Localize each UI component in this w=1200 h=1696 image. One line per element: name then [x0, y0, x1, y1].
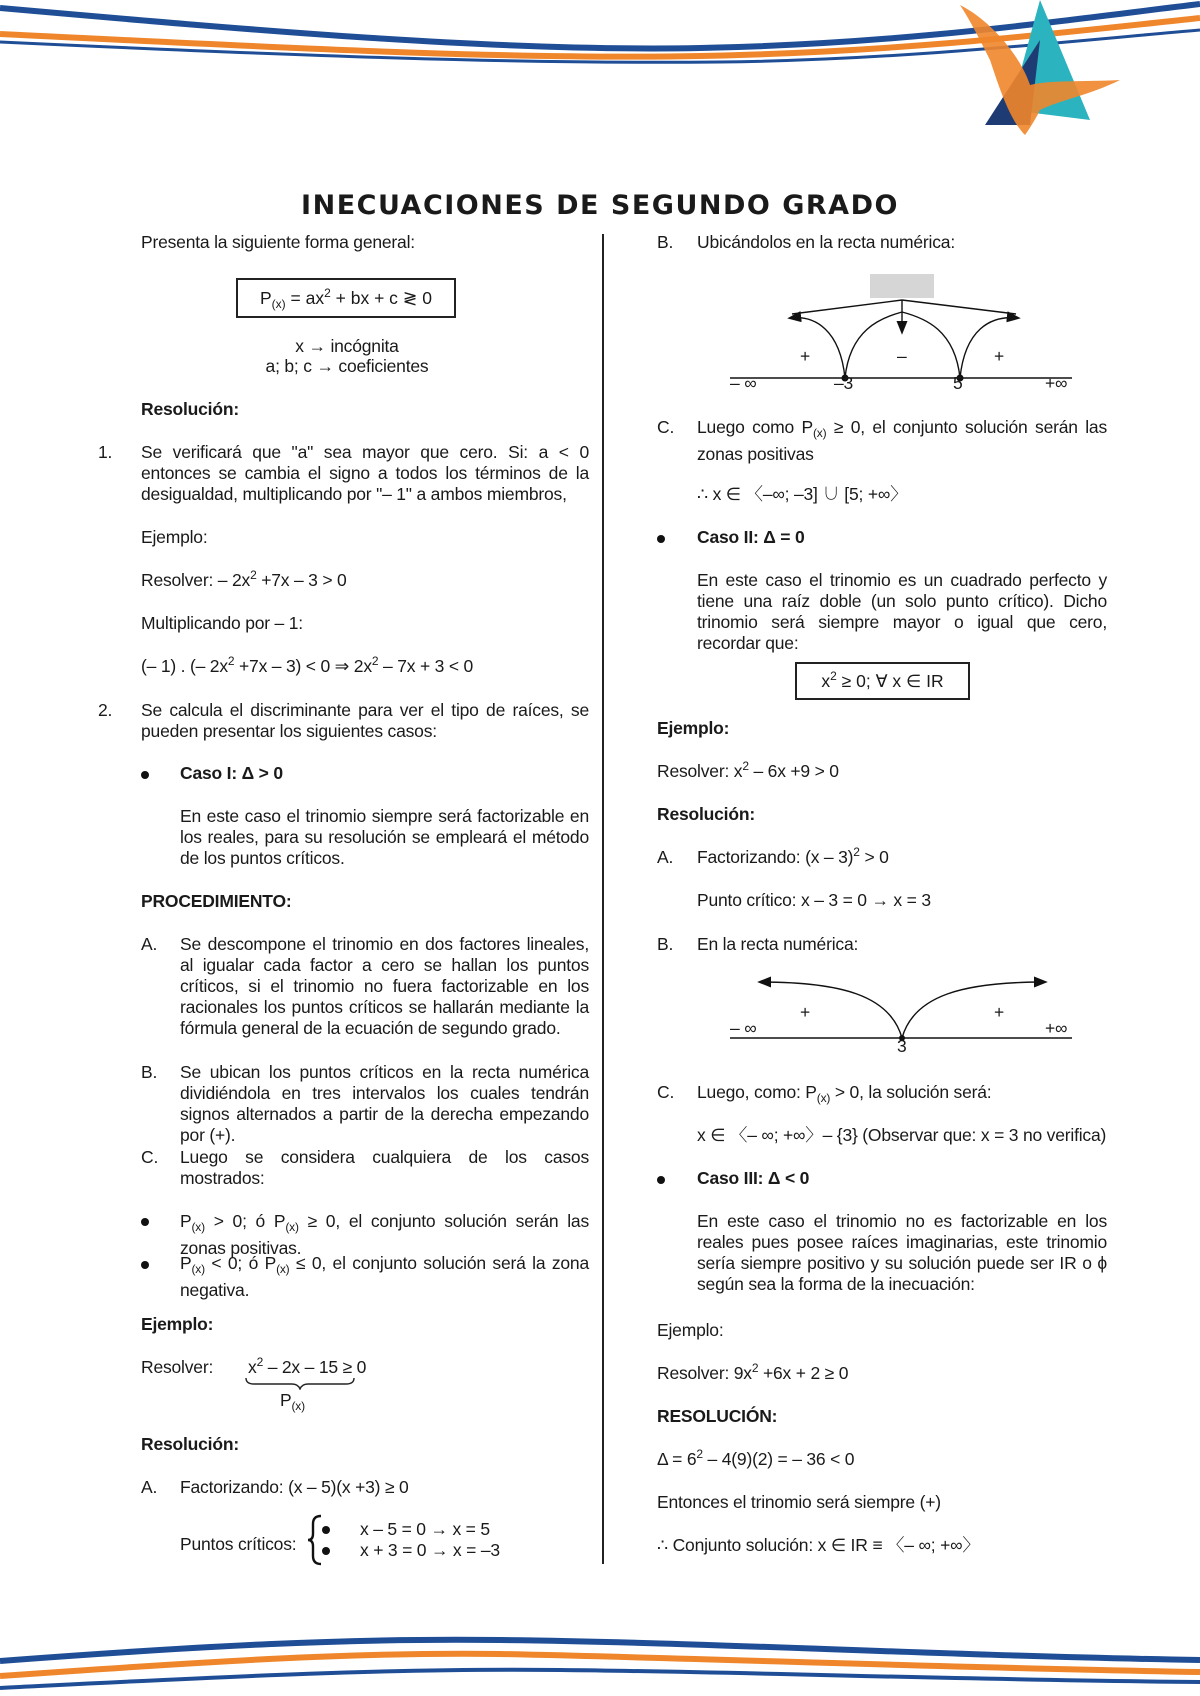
sign-left: + [800, 1002, 811, 1022]
logo-icon [960, 0, 1120, 135]
bullet-dot [141, 1261, 149, 1269]
column-divider [602, 234, 604, 1564]
sign-zone-1: + [800, 346, 811, 366]
pointer-right [902, 300, 1016, 314]
right-b-text: Ubicándolos en la recta numérica: [697, 232, 955, 252]
right-c2-label: C. [657, 1082, 675, 1102]
resolver-1: Resolver: – $2x^2 +7x - 3 > 0$ [141, 568, 347, 590]
right-b-label: B. [657, 232, 674, 252]
plus-infinity-2: +∞ [1045, 1018, 1068, 1038]
number-line-double-root [720, 965, 1080, 1045]
right-b2-label: B. [657, 934, 674, 954]
tick-3: 3 [897, 1036, 907, 1056]
footer-decoration [0, 1616, 1200, 1696]
critical-point-3: Punto crítico: x – 3 = 0 → x = 3 [697, 890, 931, 910]
solution-set-3: ∴ Conjunto solución: x ∈ IR ≡ 〈– ∞; +∞〉 [657, 1535, 980, 1555]
multiply-text: Multiplicando por – 1: [141, 613, 303, 633]
resolver-2-expression: $x^2 - 2x - 15 \ge 0$ [248, 1355, 367, 1377]
case-2-heading: Caso II: Δ = 0 [697, 527, 805, 547]
bullet-dot [657, 1176, 665, 1184]
resolver-2-label: Resolver: [141, 1357, 214, 1377]
critical-point-1: x – 5 = 0 → x = 5 [360, 1519, 490, 1539]
right-c-text: Luego como $P_{(x)} \ge 0$, el conjunto solución serán las zonas positivas [697, 417, 1108, 464]
minus-infinity: – ∞ [730, 373, 757, 393]
bullet-dot [322, 1547, 330, 1555]
definition-x: x → incógnita [295, 336, 399, 356]
bullet-dot [322, 1526, 330, 1534]
arc-right [960, 318, 1018, 378]
case-1-text: En este caso el trinomio siempre será factorizable en los reales, para su resolución se empleará el método de los puntos críticos. [180, 806, 589, 868]
step-1-text: Se verificará que "a" sea mayor que cero. Si: a < 0 entonces se cambia el signo a todos los términos de la desigualdad, multiplicando por "– 1" a ambos miembros, [141, 442, 589, 504]
header-decoration [0, 0, 1200, 140]
procedure-heading: PROCEDIMIENTO: [141, 891, 292, 911]
resolution-heading-2: Resolución: [141, 1434, 239, 1454]
step-number-1: 1. [98, 442, 113, 462]
proc-b-text: Se ubican los puntos críticos en la recta numérica dividiéndola en tres intervalos los cuales tendrán signos alternados a partir de la derecha empezando por (+). [180, 1062, 589, 1145]
step-number-2: 2. [98, 700, 113, 720]
critical-point-2: x + 3 = 0 → x = –3 [360, 1540, 500, 1560]
pointer-left [792, 300, 902, 314]
proc-c-label: C. [141, 1147, 159, 1167]
critical-points-label: Puntos críticos: [180, 1534, 297, 1554]
arc-left [760, 982, 902, 1038]
solution-set-2: x ∈ 〈– ∞; +∞〉– {3} (Observar que: x = 3 no verifica) [697, 1125, 1107, 1145]
right-c-label: C. [657, 417, 675, 437]
page-title: INECUACIONES DE SEGUNDO GRADO [301, 190, 899, 221]
general-form-box: $P_{(x)} = ax^2$ + bx + c ≷ 0 [236, 278, 456, 318]
factor-a-label: A. [141, 1477, 158, 1497]
right-resolver: Resolver: $x^2 - 6x +9 > 0$ [657, 759, 839, 781]
bullet-dot [141, 1218, 149, 1226]
proc-c-text: Luego se considera cualquiera de los casos mostrados: [180, 1147, 589, 1188]
factor-a-text: Factorizando: (x – 5)(x +3) ≥ 0 [180, 1477, 409, 1497]
intro-text: Presenta la siguiente forma general: [141, 232, 415, 252]
minus-infinity-2: – ∞ [730, 1018, 757, 1038]
zones-label-bg [870, 274, 934, 298]
plus-infinity: +∞ [1045, 373, 1068, 393]
right-c2-text: Luego, como: $P_{(x)} > 0$, la solución será: [697, 1082, 992, 1105]
right-a-label: A. [657, 847, 674, 867]
right-example-label-3: Ejemplo: [657, 1320, 724, 1340]
right-a-text: Factorizando: (x – 3)$^2$ > 0 [697, 845, 889, 867]
bullet-negative-zone: $P_{(x)} < 0$; ó $P_{(x)} \le 0$, el conjunto solución será la zona negativa. [180, 1253, 589, 1300]
example-label-2: Ejemplo: [141, 1314, 214, 1334]
tick-5: 5 [953, 373, 963, 393]
case-1-heading: Caso I: Δ > 0 [180, 763, 283, 783]
right-resolver-3: Resolver: $9x^2 +6x + 2 \ge 0$ [657, 1361, 849, 1383]
right-resolution-caps: RESOLUCIÓN: [657, 1406, 778, 1426]
bullet-dot [141, 771, 149, 779]
discriminant-calc: $\Delta = 6^2 - 4(9)(2)$ = – 36 < 0 [657, 1447, 855, 1469]
proc-a-text: Se descompone el trinomio en dos factores lineales, al igualar cada factor a cero se hallan los puntos críticos, si el trinomio no fuera factorizable en los racionales los puntos críticos se hallarán mediante la fórmula general de la ecuación de segundo grado. [180, 934, 589, 1038]
resolver-2-under: $P_{(x)}$ [280, 1390, 305, 1413]
number-line-zones [720, 270, 1080, 400]
sign-zone-3: + [994, 346, 1005, 366]
proc-b-label: B. [141, 1062, 158, 1082]
right-b2-text: En la recta numérica: [697, 934, 859, 954]
step-2-text: Se calcula el discriminante para ver el tipo de raíces, se pueden presentar los siguientes casos: [141, 700, 589, 741]
case-2-text: En este caso el trinomio es un cuadrado perfecto y tiene una raíz doble (un solo punto crítico). Dicho trinomio será siempre mayor o igual que cero, recordar que: [697, 570, 1107, 653]
case-3-heading: Caso III: Δ < 0 [697, 1168, 810, 1188]
bullet-positive-zones: $P_{(x)} > 0$; ó $P_{(x)} \ge 0$, el conjunto solución serán las zonas positivas. [180, 1211, 590, 1258]
case-3-text: En este caso el trinomio no es factorizable en los reales pues posee raíces imaginarias, este trinomio sería siempre positivo y su solución puede ser IR o ϕ según sea la forma de la inecuación: [697, 1211, 1107, 1294]
sign-zone-2: – [897, 346, 907, 366]
resolution-heading: Resolución: [141, 399, 239, 419]
square-property-box: $x^2 \ge 0$; ∀ x ∈ IR [795, 662, 970, 700]
tick-minus-3: –3 [834, 373, 854, 393]
curly-brace-icon [306, 1514, 324, 1566]
example-label-1: Ejemplo: [141, 527, 208, 547]
arc-left [790, 318, 845, 378]
underbrace-icon [244, 1376, 356, 1390]
bullet-dot [657, 535, 665, 543]
definition-coef: a; b; c → coeficientes [265, 356, 429, 376]
right-example-label: Ejemplo: [657, 718, 730, 738]
solution-set-1: ∴ x ∈ 〈–∞; –3] ∪ [5; +∞〉 [697, 484, 908, 504]
proc-a-label: A. [141, 934, 158, 954]
sign-right: + [994, 1002, 1005, 1022]
arc-right [902, 982, 1045, 1038]
multiply-equation: (– 1) . (– $2x^2 +7x - 3) < 0$ ⇒ $2x^2 - 7x + 3 < 0$ [141, 654, 474, 676]
always-positive-text: Entonces el trinomio será siempre (+) [657, 1492, 941, 1512]
right-resolution-heading: Resolución: [657, 804, 755, 824]
